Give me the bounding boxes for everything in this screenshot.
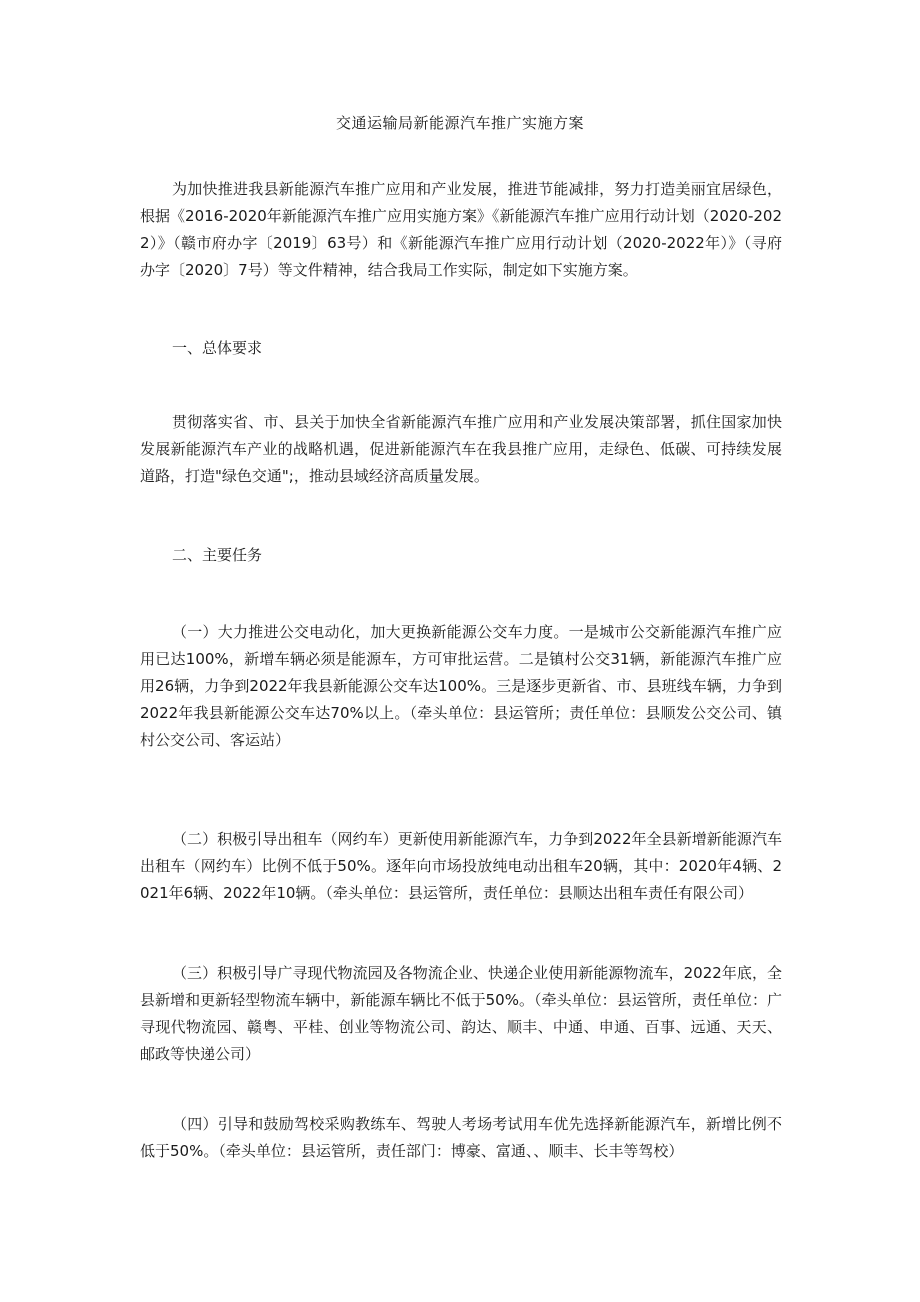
task-paragraph-1: （一）大力推进公交电动化，加大更换新能源公交车力度。一是城市公交新能源汽车推广应用已达100%，新增车辆必须是能源车，方可审批运营。二是镇村公交31辆，新能源汽车推广应用26辆，力争到2022年我县新能源公交车达100%。三是逐步更新省、市、县班线车辆，力争到2022年我县新能源公交车达70%以上。（牵头单位：县运管所；责任单位：县顺发公交公司、镇村公交公司、客运站） (140, 623, 782, 749)
section-heading-general-requirements: 一、总体要求 (172, 339, 263, 357)
task-paragraph-3: （三）积极引导广寻现代物流园及各物流企业、快递企业使用新能源物流车，2022年底，全县新增和更新轻型物流车辆中，新能源车辆比不低于50%。（牵头单位：县运管所，责任单位：广寻现代物流园、赣粤、平桂、创业等物流公司、韵达、顺丰、中通、申通、百事、远通、天天、邮政等快递公司） (140, 964, 782, 1063)
task-paragraph-2: （二）积极引导出租车（网约车）更新使用新能源汽车，力争到2022年全县新增新能源汽车出租车（网约车）比例不低于50%。逐年向市场投放纯电动出租车20辆，其中：2020年4辆、2021年6辆、2022年10辆。（牵头单位：县运管所，责任单位：县顺达出租车责任有限公司） (140, 830, 782, 902)
general-requirements-paragraph: 贯彻落实省、市、县关于加快全省新能源汽车推广应用和产业发展决策部署，抓住国家加快发展新能源汽车产业的战略机遇，促进新能源汽车在我县推广应用，走绿色、低碳、可持续发展道路，打造"绿色交通";，推动县域经济高质量发展。 (140, 413, 782, 485)
section-heading-main-tasks: 二、主要任务 (172, 546, 263, 564)
document-title: 交通运输局新能源汽车推广实施方案 (335, 114, 584, 132)
intro-paragraph: 为加快推进我县新能源汽车推广应用和产业发展，推进节能减排，努力打造美丽宜居绿色，根据《2016-2020年新能源汽车推广应用实施方案》《新能源汽车推广应用行动计划（2020-2022）》（赣市府办字〔2019〕63号）和《新能源汽车推广应用行动计划（2020-2022年）》（寻府办字〔2020〕7号）等文件精神，结合我局工作实际，制定如下实施方案。 (140, 180, 782, 279)
task-paragraph-4: （四）引导和鼓励驾校采购教练车、驾驶人考场考试用车优先选择新能源汽车，新增比例不低于50%。（牵头单位：县运管所，责任部门：博豪、富通、、顺丰、长丰等驾校） (140, 1115, 782, 1160)
